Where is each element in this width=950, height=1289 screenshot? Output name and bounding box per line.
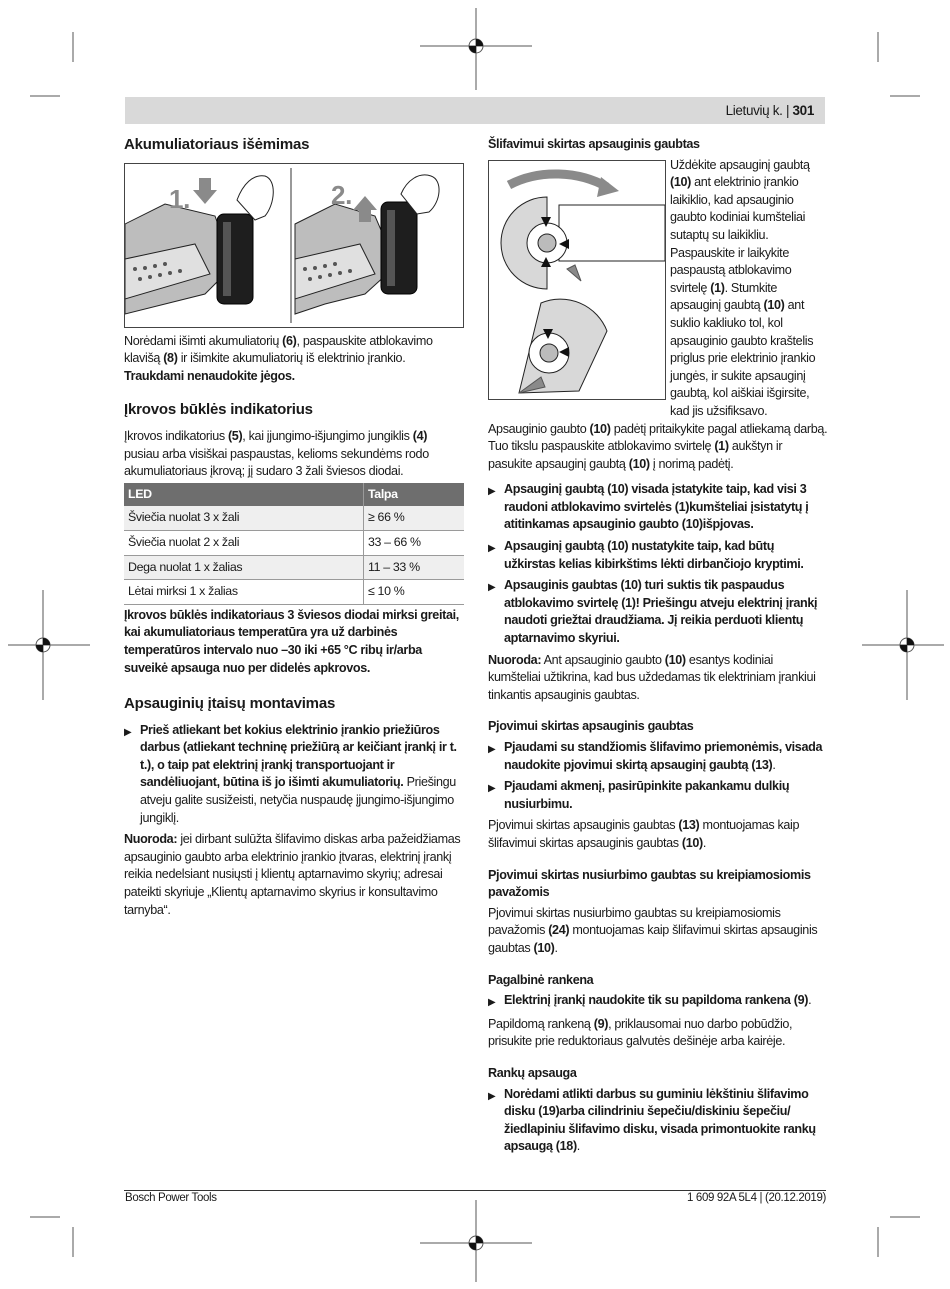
safety-title: Apsauginių įtaisų montavimas — [124, 695, 336, 713]
safety-bullet: ▶ Prieš atliekant bet kokius elektrinio įrankio priežiūros darbus (atliekant techninę priežiūrą ar keičiant įrankį ir t. t.), o taip pat elektrinį įrankį transportuojant ir sandėliuojant, būtina iš jo išimti akumuliatorių. Priešingu atveju galite susižeisti, netyčia nuspaudę įjungimo-išjungimo jungiklį. — [124, 722, 464, 828]
step-1-label: 1. — [169, 183, 190, 214]
table-row: Lėtai mirksi 1 x žalias ≤ 10 % — [124, 580, 464, 605]
hand-guard-title: Rankų apsauga — [488, 1065, 577, 1080]
header-language: Lietuvių k. — [725, 103, 783, 118]
grinding-guard-title: Šlifavimui skirtas apsauginis gaubtas — [488, 137, 700, 151]
header-separator: | — [785, 103, 790, 118]
battery-removal-illustration — [125, 164, 463, 327]
cutting-paragraph: Pjovimui skirtas apsauginis gaubtas (13) montuojamas kaip šlifavimui skirtas apsauginis gaubtas (10). — [488, 818, 800, 850]
table-header-capacity: Talpa — [364, 483, 465, 507]
cutting-guard-title: Pjovimui skirtas apsauginis gaubtas — [488, 719, 694, 734]
bullet-triangle-icon: ▶ — [488, 744, 496, 755]
table-row: Šviečia nuolat 2 x žali 33 – 66 % — [124, 530, 464, 555]
suction-paragraph: Pjovimui skirtas nusiurbimo gaubtas su kreipiamosiomis pavažomis (24) montuojamas kaip šlifavimui skirtas apsauginis gaubtas (10). — [488, 905, 818, 955]
removal-warning: Traukdami nenaudokite jėgos. — [124, 368, 295, 383]
grinding-guard-paragraph: Uždėkite apsauginį gaubtą (10) ant elektrinio įrankio laikiklio, kad apsauginio gaubto kodiniai kumšteliai sutaptų su laikikliu. Paspauskite ir laikykite paspaustą atblokavimo svirtelę (1). Stumkite apsauginį gaubtą (10) ant suklio kakliuko tol, kol apsauginio gaubto kraštelis priglus prie elektrinio įrankio jungės, ir sukite apsauginį gaubtą, kol aiškiai išgirsite, kad jis užsifiksavo. Apsauginio gaubto (10) padėtį pritaikykite pagal atliekamą darbą. Tuo tikslu paspauskite atblokavimo svirtelę (1) aukštyn ir pasukite apsauginį gaubtą (10) į norimą padėtį. — [488, 157, 828, 471]
hand-guard-bullet: ▶ Norėdami atlikti darbus su guminiu lėkštiniu šlifavimo disku (19)arba cilindriniu šepečiu/diskiniu šepečiu/žiedlapiniu šlifavimo disku, visada primontuokite rankų apsaugą (18). — [488, 1086, 828, 1156]
footer-publisher: Bosch Power Tools — [125, 1192, 217, 1204]
removal-title: Akumuliatoriaus išėmimas — [124, 136, 310, 153]
header-band — [125, 97, 825, 124]
table-row: Šviečia nuolat 3 x žali ≥ 66 % — [124, 506, 464, 530]
footer-rule — [124, 1190, 826, 1191]
aux-handle-bullet: ▶ Elektrinį įrankį naudokite tik su papildoma rankena (9). — [488, 992, 828, 1012]
safety-note: Nuoroda: jei dirbant sulūžta šlifavimo diskas arba pažeidžiamas apsauginio gaubto arba elektrinio įrankio įtvaras, elektrinį įrankį reikia nedelsiant nusiųsti į klientų aptarnavimo skyrių; adresai pateikti skyriuje „Klientų aptarnavimo skyrius ir konsultavimo tarnyba“. — [124, 832, 461, 917]
bullet-triangle-icon: ▶ — [488, 582, 496, 594]
left-column — [124, 136, 464, 927]
table-header-row — [124, 483, 464, 507]
battery-removal-figure — [124, 163, 464, 328]
suction-guard-title: Pjovimui skirtas nusiurbimo gaubtas su kreipiamosiomis pavažomis — [488, 867, 811, 900]
bullet-triangle-icon: ▶ — [124, 726, 132, 738]
table-row: Dega nuolat 1 x žalias 11 – 33 % — [124, 555, 464, 580]
bullet-triangle-icon: ▶ — [488, 783, 496, 795]
bullet-triangle-icon: ▶ — [488, 1090, 496, 1102]
indicator-paragraph: Įkrovos indikatorius (5), kai įjungimo-išjungimo jungiklis (4) pusiau arba visiškai paspaustas, kelioms sekundėms rodo akumuliatoriaus įkrovą; jį sudaro 3 žali šviesos diodai. — [124, 428, 429, 479]
bullet-triangle-icon: ▶ — [488, 543, 496, 555]
step-2-label: 2. — [331, 179, 352, 210]
charge-indicator-table — [124, 483, 464, 605]
bullet-triangle-icon: ▶ — [488, 486, 496, 498]
bullet-triangle-icon: ▶ — [488, 997, 496, 1009]
grinding-bullet-2: ▶ Apsauginį gaubtą (10) nustatykite taip, kad būtų užkirstas kelias kibirkštims lėkti dirbančiojo kryptimi. — [488, 538, 828, 573]
table-header-led: LED — [124, 483, 364, 507]
indicator-warning: Įkrovos būklės indikatoriaus 3 šviesos diodai mirksi greitai, kai akumuliatoriaus temperatūra yra už darbinės temperatūros intervalo nuo –30 iki +65 °C ribų ir/arba suveikė apsauga nuo per didelės apkrovos. — [124, 607, 459, 675]
aux-handle-paragraph: Papildomą rankeną (9), priklausomai nuo darbo pobūdžio, prisukite prie reduktoriaus galvutės dešinėje arba kairėje. — [488, 1016, 793, 1049]
removal-paragraph: Norėdami išimti akumuliatorių (6), paspauskite atblokavimo klavišą (8) ir išimkite akumuliatorių iš elektrinio įrankio. Traukdami nenaudokite jėgos. — [124, 333, 433, 383]
cutting-bullet-2: ▶ Pjaudami akmenį, pasirūpinkite pakankamu dulkių nusiurbimu. — [488, 778, 828, 813]
right-column — [488, 136, 828, 1160]
grinding-bullet-1: ▶ Apsauginį gaubtą (10) visada įstatykite taip, kad visi 3 raudoni atblokavimo svirtelės (1)kumšteliai įsistatytų į atitinkamas apsauginio gaubto (10)išpjovas. — [488, 481, 828, 534]
grinding-note: Nuoroda: Ant apsauginio gaubto (10) esantys kodiniai kumšteliai užtikrina, kad bus uždedamas tik elektriniam įrankiui tinkantis apsauginis gaubtas. — [488, 652, 816, 702]
footer-doc-id: 1 609 92A 5L4 | (20.12.2019) — [687, 1192, 826, 1204]
cutting-bullet-1: ▶ Pjaudami su standžiomis šlifavimo priemonėmis, visada naudokite pjovimui skirtą apsauginį gaubtą (13). — [488, 739, 828, 774]
aux-handle-title: Pagalbinė rankena — [488, 972, 594, 987]
page-header — [726, 103, 814, 118]
grinding-bullet-3: ▶ Apsauginis gaubtas (10) turi suktis tik paspaudus atblokavimo svirtelę (1)! Priešingu atveju elektrinį įrankį naudoti griežtai draudžiama. Jį reikia perduoti klientų aptarnavimo skyriui. — [488, 577, 828, 647]
page-number: 301 — [792, 103, 814, 118]
indicator-title: Įkrovos būklės indikatorius — [124, 401, 313, 419]
